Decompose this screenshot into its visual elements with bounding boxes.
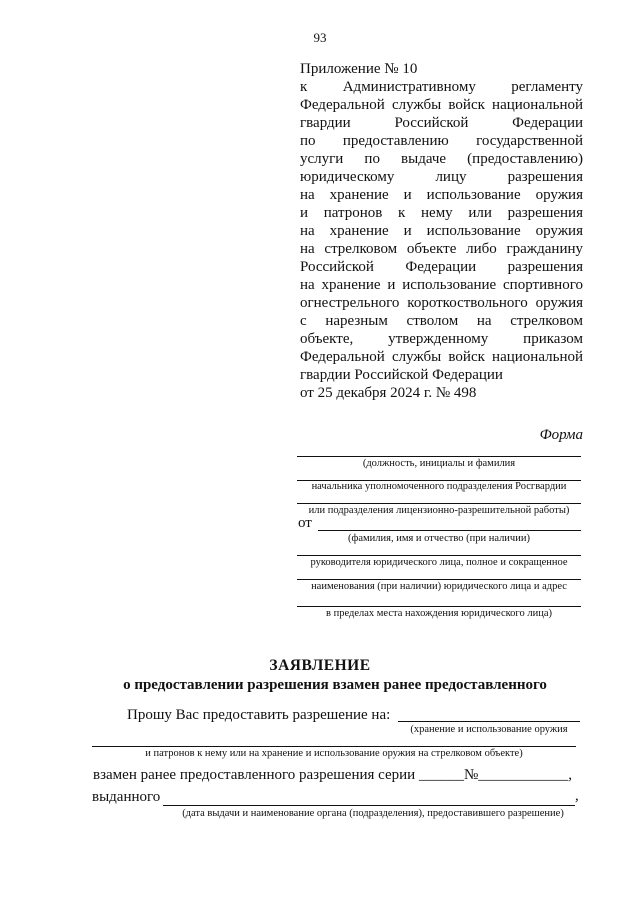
issued-caption: (дата выдачи и наименование органа (подразделения), предоставившего разрешение): [182, 808, 564, 819]
request-line-2[interactable]: [92, 746, 576, 747]
appendix-line: на хранение и использование спортивного: [300, 277, 583, 293]
appendix-line: гвардии Российской Федерации: [300, 115, 583, 131]
appendix-line: объекте, утвержденному приказом: [300, 331, 583, 347]
appendix-line: Федеральной службы войск национальной: [300, 349, 583, 365]
applicant-caption-head: руководителя юридического лица, полное и сокращенное: [310, 557, 568, 568]
appendix-line: гвардии Российской Федерации: [300, 367, 503, 383]
appendix-line: на хранение и использование оружия: [300, 187, 583, 203]
document-subtitle: о предоставлении разрешения взамен ранее предоставленного: [123, 677, 547, 693]
applicant-caption-address: в пределах места нахождения юридического лица): [326, 608, 552, 619]
request-caption: (хранение и использование оружия: [410, 724, 568, 735]
appendix-line: Российской Федерации разрешения: [300, 259, 583, 275]
applicant-line-3[interactable]: [297, 579, 581, 580]
appendix-line: по предоставлению государственной: [300, 133, 583, 149]
addressee-caption-position: (должность, инициалы и фамилия: [362, 458, 516, 469]
page-number: 93: [313, 30, 327, 45]
issued-line[interactable]: [163, 805, 575, 806]
appendix-line: Приложение № 10: [300, 61, 418, 77]
applicant-caption-name: (фамилия, имя и отчество (при наличии): [348, 533, 530, 544]
appendix-line: огнестрельного короткоствольного оружия: [300, 295, 583, 311]
document-title: ЗАЯВЛЕНИЕ: [269, 657, 371, 674]
applicant-line-2[interactable]: [297, 555, 581, 556]
replace-text: взамен ранее предоставленного разрешения серии ______№____________,: [93, 767, 573, 783]
request-caption-2: и патронов к нему или на хранение и использование оружия на стрелковом объекте): [145, 748, 523, 759]
applicant-line-4[interactable]: [297, 606, 581, 607]
addressee-caption-unit: или подразделения лицензионно-разрешительной работы): [308, 505, 570, 516]
request-text: Прошу Вас предоставить разрешение на:: [127, 707, 391, 723]
addressee-caption-chief: начальника уполномоченного подразделения Росгвардии: [311, 481, 567, 492]
appendix-line: услуги по выдаче (предоставлению): [300, 151, 583, 167]
addressee-line-1[interactable]: [297, 456, 581, 457]
appendix-line: и патронов к нему или разрешения: [300, 205, 583, 221]
issued-label: выданного: [92, 789, 161, 805]
appendix-line: на хранение и использование оружия: [300, 223, 583, 239]
addressee-line-3[interactable]: [297, 503, 581, 504]
appendix-line: к Административному регламенту: [300, 79, 583, 95]
appendix-line: Федеральной службы войск национальной: [300, 97, 583, 113]
applicant-caption-names: наименования (при наличии) юридического лица и адрес: [311, 581, 567, 592]
appendix-line: с нарезным стволом на стрелковом: [300, 313, 583, 329]
appendix-line: от 25 декабря 2024 г. № 498: [300, 385, 477, 401]
form-label: Форма: [539, 427, 583, 443]
applicant-name-line[interactable]: [318, 530, 581, 531]
appendix-line: на стрелковом объекте либо гражданину: [300, 241, 583, 257]
from-label: от: [298, 515, 312, 531]
appendix-block: [300, 60, 583, 402]
appendix-line: юридическому лицу разрешения: [300, 169, 583, 185]
issued-comma: ,: [575, 788, 579, 804]
request-line[interactable]: [398, 721, 580, 722]
